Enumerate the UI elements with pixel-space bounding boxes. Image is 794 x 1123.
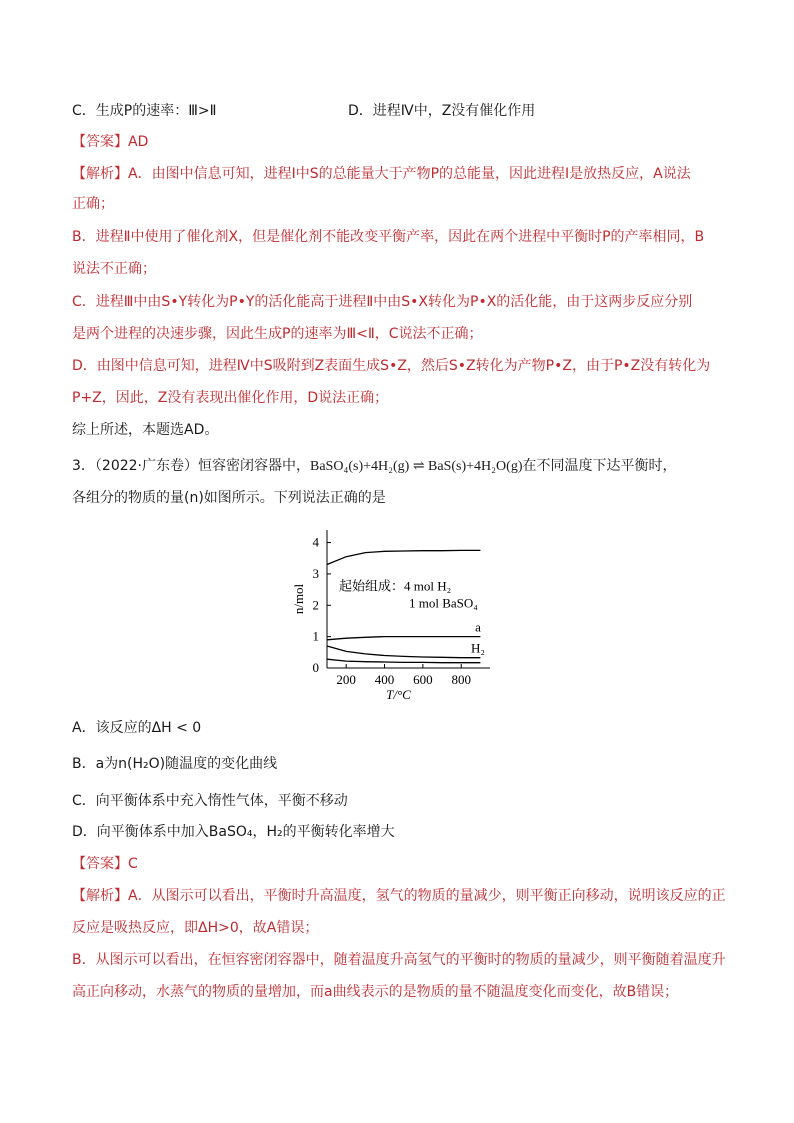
analysis-3-line-1 — [72, 886, 726, 906]
option-c: C．向平衡体系中充入惰性气体，平衡不移动 — [72, 793, 348, 809]
option-c-text: C．生成P的速率：Ⅲ>Ⅱ — [72, 103, 217, 119]
analysis-1-line-1 — [72, 164, 691, 184]
series-line-2 — [327, 637, 480, 640]
y-tick-label: 2 — [312, 597, 319, 613]
series-label: a — [475, 619, 481, 635]
analysis-text: A．由图中信息可知，进程Ⅰ中S的总能量大于产物P的总能量，因此进程Ⅰ是放热反应，A说法 — [128, 166, 691, 182]
option-a: A．该反应的ΔH < 0 — [72, 720, 202, 736]
analysis-1-line-7: D．由图中信息可知，进程Ⅳ中S吸附到Z表面生成S•Z，然后S•Z转化为产物P•Z，由于P•Z没有转化为 — [72, 358, 711, 374]
question-3-stem — [72, 456, 676, 477]
analysis-1-line-5: C．进程Ⅲ中由S•Y转化为P•Y的活化能高于进程Ⅱ中由S•X转化为P•X的活化能，由于这两步反应分别 — [72, 294, 693, 310]
answer-tag: 【答案】 — [72, 856, 128, 872]
question-stem-suffix: 在不同温度下达平衡时， — [522, 458, 677, 474]
answer-3 — [72, 854, 138, 874]
option-d: D．向平衡体系中加入BaSO₄，H₂的平衡转化率增大 — [72, 824, 395, 840]
y-tick-label: 3 — [312, 565, 319, 581]
y-tick-label: 4 — [312, 534, 319, 550]
y-tick-label: 1 — [312, 628, 319, 644]
analysis-3-line-4: 高正向移动，水蒸气的物质的量增加，而a曲线表示的是物质的量不随温度变化而变化，故B错误； — [72, 984, 679, 1000]
y-axis-label: n/mol — [291, 583, 306, 615]
answer-text: C — [128, 856, 138, 872]
series-line-1 — [327, 550, 480, 564]
y-tick-label: 0 — [312, 660, 319, 675]
answer-1 — [72, 132, 148, 152]
analysis-tag: 【解析】 — [72, 888, 128, 904]
x-tick-label: 400 — [374, 672, 395, 687]
series-label: H₂ — [471, 640, 485, 656]
analysis-1-line-3: B．进程Ⅱ中使用了催化剂X，但是催化剂不能改变平衡产率，因此在两个进程中平衡时P的产率相同，B — [72, 229, 705, 245]
analysis-3-line-2: 反应是吸热反应，即ΔH>0，故A错误； — [72, 920, 319, 936]
x-tick-label: 600 — [413, 672, 433, 687]
reaction-equation: BaSO₄(s)+4H₂(g) ⇌ BaS(s)+4H₂O(g) — [310, 459, 523, 474]
equilibrium-chart — [290, 520, 540, 710]
question-stem-prefix: 3．（2022·广东卷）恒容密闭容器中， — [72, 458, 310, 474]
option-b: B．a为n(H₂O)随温度的变化曲线 — [72, 756, 278, 772]
x-axis-label: T/°C — [386, 687, 411, 702]
option-d-prev — [348, 101, 535, 121]
annotation-line-2: 1 mol BaSO₄ — [409, 595, 478, 611]
analysis-text: A．从图示可以看出，平衡时升高温度，氢气的物质的量减少，则平衡正向移动，说明该反应的正 — [128, 888, 726, 904]
question-3-stem-line-2: 各组分的物质的量(n)如图所示。下列说法正确的是 — [72, 490, 386, 506]
annotation-line-1: 起始组成：4 mol H₂ — [339, 578, 452, 594]
x-tick-label: 800 — [451, 672, 471, 687]
analysis-tag: 【解析】 — [72, 166, 128, 182]
analysis-1-summary: 综上所述，本题选AD。 — [72, 422, 219, 438]
option-d-text: D．进程Ⅳ中，Z没有催化作用 — [348, 103, 536, 119]
analysis-1-line-4: 说法不正确； — [72, 261, 156, 277]
analysis-1-line-2: 正确； — [72, 196, 114, 212]
analysis-1-line-6: 是两个进程的决速步骤，因此生成P的速率为Ⅲ<Ⅱ，C说法不正确； — [72, 326, 483, 342]
x-tick-label: 200 — [336, 672, 356, 687]
answer-text: AD — [128, 134, 149, 150]
analysis-1-line-8: P+Z，因此，Z没有表现出催化作用，D说法正确； — [72, 390, 389, 406]
option-c-prev — [72, 101, 217, 121]
series-line-4 — [327, 659, 480, 663]
series-line-3 — [327, 646, 480, 658]
analysis-3-line-3: B．从图示可以看出，在恒容密闭容器中，随着温度升高氢气的平衡时的物质的量减少，则平衡随着温度升 — [72, 952, 726, 968]
answer-tag: 【答案】 — [72, 134, 128, 150]
